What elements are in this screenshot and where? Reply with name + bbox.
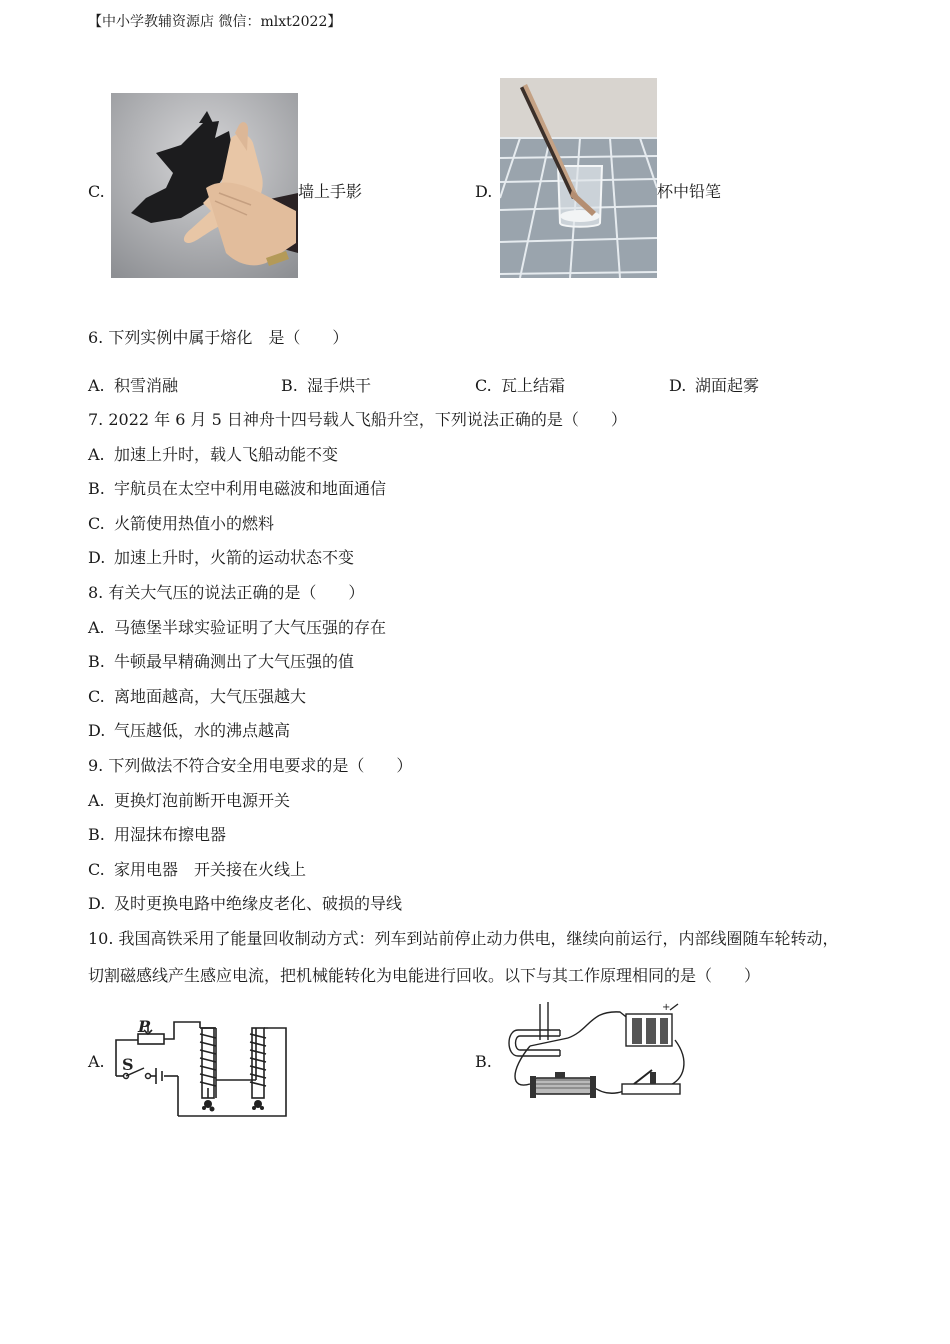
q7-option-c-text: 火箭使用热值小的燃料 — [114, 514, 275, 533]
page-header: 【中小学教辅资源店 微信：mlxt2022】 — [88, 14, 342, 30]
q7-option-d-letter: D. — [88, 548, 106, 567]
q9-option-d-text: 及时更换电路中绝缘皮老化、破损的导线 — [114, 894, 403, 913]
q9-option-a[interactable] — [88, 791, 290, 811]
q6-option-b-text: 湿手烘干 — [307, 376, 372, 395]
q6-option-a[interactable] — [88, 376, 178, 396]
q9-option-a-letter: A. — [88, 791, 105, 810]
q6-option-c[interactable] — [475, 376, 565, 396]
q6-option-c-letter: C. — [475, 376, 492, 395]
q8-option-b-letter: B. — [88, 652, 105, 671]
q7-option-b-text: 宇航员在太空中利用电磁波和地面通信 — [114, 479, 387, 498]
q7-option-c-letter: C. — [88, 514, 105, 533]
q6-option-b[interactable] — [281, 376, 371, 396]
q9-option-d[interactable] — [88, 894, 402, 914]
q9-option-c[interactable] — [88, 860, 306, 880]
q7-stem: 7. 2022 年 6 月 5 日神舟十四号载人飞船升空，下列说法正确的是（ ） — [88, 410, 627, 429]
q8-option-c[interactable] — [88, 687, 306, 707]
q10-option-b-letter[interactable]: B. — [475, 1052, 492, 1071]
q6-option-c-text: 瓦上结霜 — [501, 376, 566, 395]
q9-option-d-letter: D. — [88, 894, 106, 913]
q8-option-d-text: 气压越低，水的沸点越高 — [114, 721, 291, 740]
q8-stem: 8. 有关大气压的说法正确的是（ ） — [88, 583, 365, 602]
q7-option-a-letter: A. — [88, 445, 105, 464]
q9-option-a-text: 更换灯泡前断开电源开关 — [114, 791, 291, 810]
hand-shadow-photo — [111, 93, 298, 278]
q5-option-c-caption: 墙上手影 — [298, 182, 363, 201]
q6-option-a-text: 积雪消融 — [114, 376, 179, 395]
q7-option-a-text: 加速上升时，载人飞船动能不变 — [114, 445, 339, 464]
q6-stem: 6. 下列实例中属于熔化 是（ ） — [88, 328, 349, 347]
q8-option-a[interactable] — [88, 618, 386, 638]
q10-stem-line2: 切割磁感线产生感应电流，把机械能转化为电能进行回收。以下与其工作原理相同的是（ ） — [88, 966, 761, 985]
q9-option-c-letter: C. — [88, 860, 105, 879]
magnet-rod-circuit-diagram — [500, 1000, 695, 1110]
q9-option-c-text: 家用电器 开关接在火线上 — [114, 860, 307, 879]
q8-option-d-letter: D. — [88, 721, 106, 740]
q6-option-d-text: 湖面起雾 — [695, 376, 760, 395]
q8-option-a-letter: A. — [88, 618, 105, 637]
q8-option-b-text: 牛顿最早精确测出了大气压强的值 — [114, 652, 355, 671]
q5-option-d-letter[interactable]: D. — [475, 182, 493, 201]
q5-option-c-letter[interactable]: C. — [88, 182, 105, 201]
q10-option-a-letter[interactable]: A. — [88, 1052, 105, 1071]
q10-stem-line1: 10. 我国高铁采用了能量回收制动方式：列车到站前停止动力供电，继续向前运行，内部线圈随车轮转动， — [88, 929, 839, 948]
q7-option-a[interactable] — [88, 445, 338, 465]
switch-label-s: S — [122, 1055, 134, 1074]
svg-text:+: + — [662, 1002, 671, 1013]
q8-option-a-text: 马德堡半球实验证明了大气压强的存在 — [114, 618, 387, 637]
q6-option-d-letter: D. — [669, 376, 687, 395]
q7-option-b[interactable] — [88, 479, 386, 499]
q9-stem: 9. 下列做法不符合安全用电要求的是（ ） — [88, 756, 413, 775]
q7-option-b-letter: B. — [88, 479, 105, 498]
q7-option-d[interactable] — [88, 548, 354, 568]
q7-option-d-text: 加速上升时，火箭的运动状态不变 — [114, 548, 355, 567]
q8-option-d[interactable] — [88, 721, 290, 741]
q8-option-c-text: 离地面越高，大气压强越大 — [114, 687, 307, 706]
q6-option-a-letter: A. — [88, 376, 105, 395]
q6-option-d[interactable] — [669, 376, 759, 396]
q8-option-b[interactable] — [88, 652, 354, 672]
q5-option-d-caption: 杯中铅笔 — [657, 182, 722, 201]
q6-option-b-letter: B. — [281, 376, 298, 395]
q9-option-b[interactable] — [88, 825, 226, 845]
q9-option-b-letter: B. — [88, 825, 105, 844]
rheostat-label-p: P — [138, 1018, 151, 1036]
q8-option-c-letter: C. — [88, 687, 105, 706]
q9-option-b-text: 用湿抹布擦电器 — [114, 825, 227, 844]
pencil-in-glass-photo — [500, 78, 657, 278]
electromagnet-circuit-diagram — [108, 1018, 288, 1118]
q7-option-c[interactable] — [88, 514, 274, 534]
